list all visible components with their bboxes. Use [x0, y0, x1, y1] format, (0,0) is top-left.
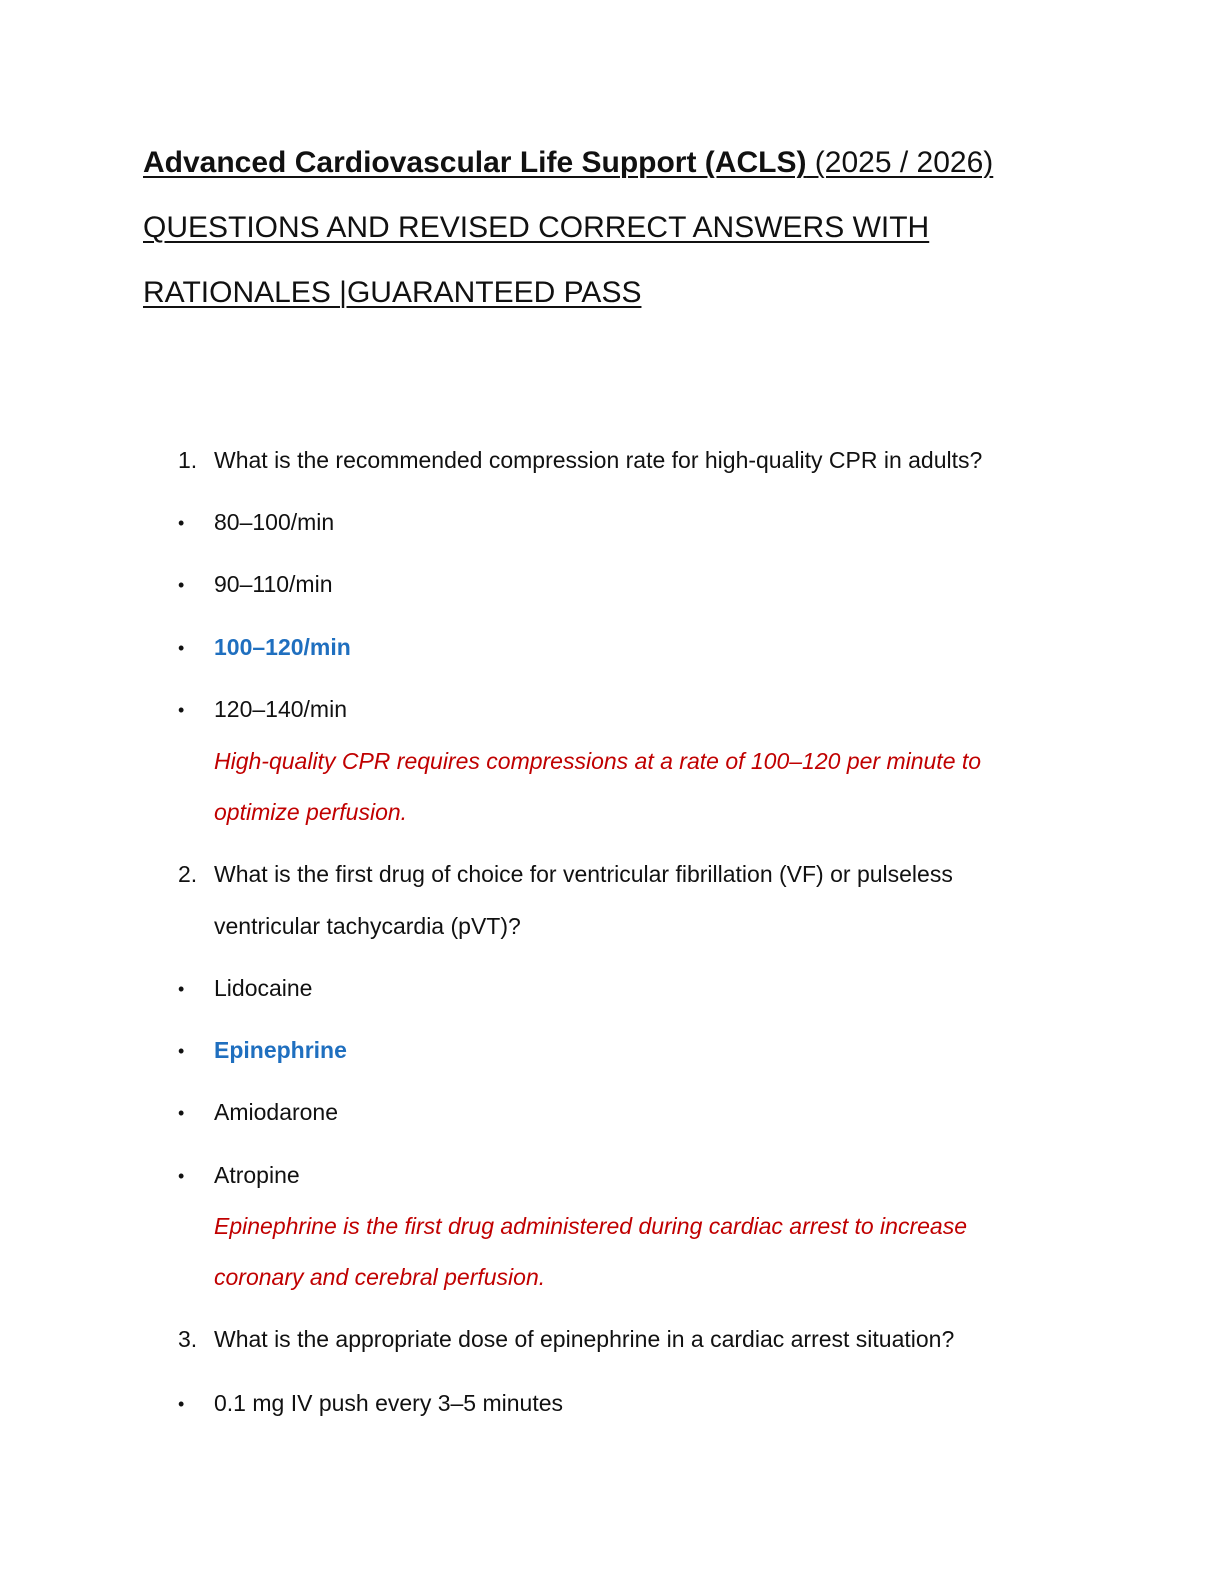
title-line-1 — [143, 146, 993, 180]
answer-option: 90–110/min — [214, 571, 333, 597]
bullet-icon: • — [178, 513, 185, 533]
answer-option-correct: 100–120/min — [214, 634, 351, 660]
bullet-icon: • — [178, 575, 185, 595]
rationale-text: Epinephrine is the first drug administered during cardiac arrest to increase — [214, 1213, 967, 1239]
title-bold: Advanced Cardiovascular Life Support (ACLS) — [143, 146, 807, 179]
question-text: What is the appropriate dose of epinephrine in a cardiac arrest situation? — [214, 1326, 955, 1352]
question-text: ventricular tachycardia (pVT)? — [214, 913, 521, 939]
bullet-icon: • — [178, 1166, 185, 1186]
bullet-icon: • — [178, 700, 185, 720]
answer-option-correct: Epinephrine — [214, 1037, 347, 1063]
question-number: 2. — [178, 861, 198, 887]
answer-option: 80–100/min — [214, 509, 335, 535]
rationale-text: optimize perfusion. — [214, 799, 408, 825]
title-year: (2025 / 2026) — [806, 146, 994, 179]
answer-option: Lidocaine — [214, 975, 313, 1001]
bullet-icon: • — [178, 1103, 185, 1123]
question-number: 1. — [178, 447, 198, 473]
question-number: 3. — [178, 1326, 198, 1352]
title-line-2: QUESTIONS AND REVISED CORRECT ANSWERS WITH — [143, 211, 930, 244]
question-text: What is the first drug of choice for ventricular fibrillation (VF) or pulseless — [214, 861, 953, 887]
bullet-icon: • — [178, 1041, 185, 1061]
rationale-text: High-quality CPR requires compressions at a rate of 100–120 per minute to — [214, 748, 982, 774]
rationale-text: coronary and cerebral perfusion. — [214, 1264, 546, 1290]
answer-option: Amiodarone — [214, 1099, 339, 1125]
answer-option: 0.1 mg IV push every 3–5 minutes — [214, 1390, 564, 1416]
answer-option: Atropine — [214, 1162, 300, 1188]
answer-option: 120–140/min — [214, 696, 347, 722]
title-line-3: RATIONALES |GUARANTEED PASS — [143, 276, 642, 309]
bullet-icon: • — [178, 1394, 185, 1414]
bullet-icon: • — [178, 638, 185, 658]
bullet-icon: • — [178, 979, 185, 999]
question-text: What is the recommended compression rate for high-quality CPR in adults? — [214, 447, 983, 473]
